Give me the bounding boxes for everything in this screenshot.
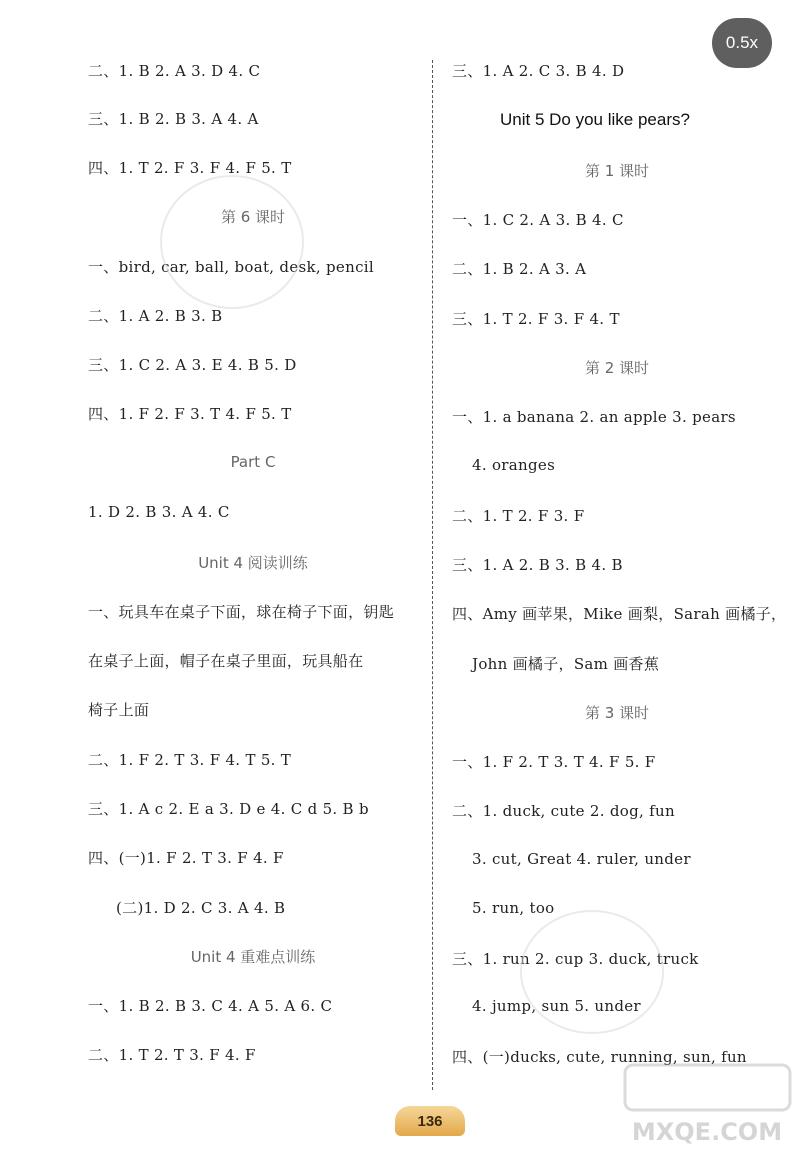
answer-line: 3. cut, Great 4. ruler, under — [472, 850, 691, 868]
column-divider — [432, 60, 433, 1090]
answer-line: 一、1. B 2. B 3. C 4. A 5. A 6. C — [88, 997, 333, 1015]
answer-line: 四、Amy 画苹果，Mike 画梨，Sarah 画橘子， — [452, 605, 787, 623]
answer-line: 四、(一)1. F 2. T 3. F 4. F — [88, 849, 284, 867]
answer-line: 4. jump, sun 5. under — [472, 997, 641, 1015]
answer-line: John 画橘子，Sam 画香蕉 — [472, 655, 660, 673]
section-heading: 第 1 课时 — [584, 162, 650, 180]
answer-line: 三、1. B 2. B 3. A 4. A — [88, 110, 259, 128]
answer-line: 三、1. A c 2. E a 3. D e 4. C d 5. B b — [88, 800, 369, 818]
section-heading: Unit 4 阅读训练 — [198, 554, 308, 572]
section-heading: Part C — [230, 453, 276, 471]
section-heading: 第 3 课时 — [584, 704, 650, 722]
answer-line: 1. D 2. B 3. A 4. C — [88, 503, 230, 521]
answer-line: 在桌子上面，帽子在桌子里面，玩具船在 — [88, 652, 364, 670]
section-heading: Unit 4 重难点训练 — [190, 948, 316, 966]
answer-line: 四、1. F 2. F 3. T 4. F 5. T — [88, 405, 292, 423]
section-heading: 第 6 课时 — [220, 208, 286, 226]
answer-line: 三、1. T 2. F 3. F 4. T — [452, 310, 620, 328]
answer-line: 三、1. A 2. C 3. B 4. D — [452, 62, 625, 80]
watermark-stamp-icon — [520, 910, 664, 1034]
answer-line: 5. run, too — [472, 899, 555, 917]
answer-line: 二、1. B 2. A 3. A — [452, 260, 587, 278]
answer-line: 一、1. F 2. T 3. T 4. F 5. F — [452, 753, 656, 771]
page-number: 136 — [395, 1106, 465, 1136]
answer-line: 一、1. a banana 2. an apple 3. pears — [452, 408, 736, 426]
answer-line: 四、(一)ducks, cute, running, sun, fun — [452, 1048, 747, 1066]
answer-line: 一、bird, car, ball, boat, desk, pencil — [88, 258, 374, 276]
watermark-stamp-icon — [160, 175, 304, 309]
answer-line: 二、1. B 2. A 3. D 4. C — [88, 62, 261, 80]
answer-line: 二、1. duck, cute 2. dog, fun — [452, 802, 675, 820]
playback-speed-button[interactable]: 0.5x — [712, 18, 772, 68]
answer-line: 一、1. C 2. A 3. B 4. C — [452, 211, 624, 229]
answer-line: 二、1. F 2. T 3. F 4. T 5. T — [88, 751, 292, 769]
answer-line: 三、1. A 2. B 3. B 4. B — [452, 556, 623, 574]
answer-line: 二、1. A 2. B 3. B — [88, 307, 223, 325]
answer-line: 4. oranges — [472, 456, 556, 474]
watermark-text: MXQE.COM — [631, 1118, 783, 1146]
answer-line: 二、1. T 2. F 3. F — [452, 507, 585, 525]
site-watermark-logo-icon — [620, 1060, 795, 1150]
answer-line: 椅子上面 — [88, 701, 150, 719]
answer-line: (二)1. D 2. C 3. A 4. B — [116, 899, 286, 917]
answer-line: 二、1. T 2. T 3. F 4. F — [88, 1046, 256, 1064]
answer-line: 三、1. C 2. A 3. E 4. B 5. D — [88, 356, 297, 374]
answer-line: 四、1. T 2. F 3. F 4. F 5. T — [88, 159, 292, 177]
unit-title: Unit 5 Do you like pears? — [500, 110, 690, 129]
section-heading: 第 2 课时 — [584, 359, 650, 377]
answer-line: 一、玩具车在桌子下面，球在椅子下面，钥匙 — [88, 603, 395, 621]
answer-line: 三、1. run 2. cup 3. duck, truck — [452, 950, 699, 968]
